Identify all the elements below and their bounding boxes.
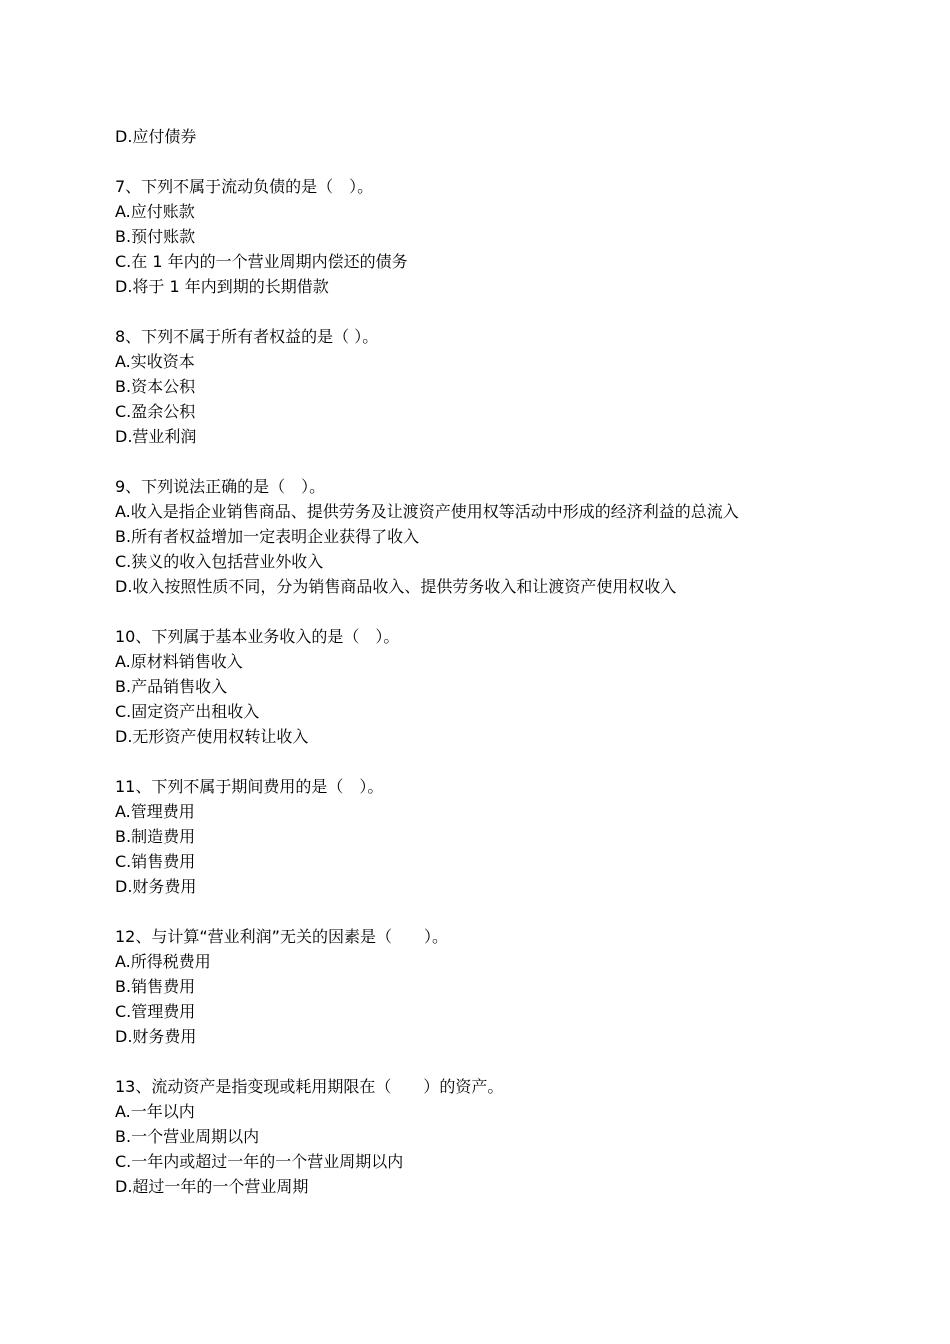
- option-line: A.原材料销售收入: [115, 652, 243, 671]
- option-line: B.所有者权益增加一定表明企业获得了收入: [115, 527, 420, 546]
- option-line: B.销售费用: [115, 977, 196, 996]
- option-line: D.将于 1 年内到期的长期借款: [115, 277, 329, 296]
- option-line: D.财务费用: [115, 1027, 197, 1046]
- spacer: [115, 1049, 895, 1074]
- option-line: B.资本公积: [115, 377, 196, 396]
- option-line: B.一个营业周期以内: [115, 1127, 260, 1146]
- question-stem: 13、流动资产是指变现或耗用期限在（ ）的资产。: [115, 1077, 504, 1096]
- question-stem: 12、与计算“营业利润”无关的因素是（ ）。: [115, 927, 448, 946]
- question-block: [115, 1074, 895, 1199]
- spacer: [115, 899, 895, 924]
- spacer: [115, 599, 895, 624]
- option-line: D.无形资产使用权转让收入: [115, 727, 309, 746]
- option-line: A.收入是指企业销售商品、提供劳务及让渡资产使用权等活动中形成的经济利益的总流入: [115, 502, 739, 521]
- option-line: B.预付账款: [115, 227, 196, 246]
- option-line: A.一年以内: [115, 1102, 195, 1121]
- question-block: [115, 474, 895, 599]
- option-line: C.管理费用: [115, 1002, 196, 1021]
- question-stem: 10、下列属于基本业务收入的是（ ）。: [115, 627, 400, 646]
- question-stem: 7、下列不属于流动负债的是（ ）。: [115, 177, 374, 196]
- option-line: D.应付债券: [115, 127, 197, 146]
- question-list: [115, 124, 895, 1199]
- question-stem: 11、下列不属于期间费用的是（ ）。: [115, 777, 384, 796]
- option-line: A.实收资本: [115, 352, 195, 371]
- option-line: B.制造费用: [115, 827, 196, 846]
- question-block: [115, 624, 895, 749]
- option-line: D.超过一年的一个营业周期: [115, 1177, 309, 1196]
- option-line: B.产品销售收入: [115, 677, 228, 696]
- spacer: [115, 149, 895, 174]
- option-line: C.一年内或超过一年的一个营业周期以内: [115, 1152, 404, 1171]
- option-line: A.应付账款: [115, 202, 195, 221]
- option-line: A.管理费用: [115, 802, 195, 821]
- option-line: C.在 1 年内的一个营业周期内偿还的债务: [115, 252, 408, 271]
- option-line: D.财务费用: [115, 877, 197, 896]
- spacer: [115, 749, 895, 774]
- spacer: [115, 299, 895, 324]
- question-block: [115, 324, 895, 449]
- question-block: [115, 174, 895, 299]
- question-stem: 9、下列说法正确的是（ ）。: [115, 477, 326, 496]
- question-block: [115, 774, 895, 899]
- option-line: D.收入按照性质不同，分为销售商品收入、提供劳务收入和让渡资产使用权收入: [115, 577, 677, 596]
- option-line: C.销售费用: [115, 852, 196, 871]
- option-line: C.狭义的收入包括营业外收入: [115, 552, 324, 571]
- question-block: [115, 924, 895, 1049]
- spacer: [115, 449, 895, 474]
- option-line: C.固定资产出租收入: [115, 702, 260, 721]
- option-line: D.营业利润: [115, 427, 197, 446]
- question-stem: 8、下列不属于所有者权益的是（ ）。: [115, 327, 379, 346]
- option-line: C.盈余公积: [115, 402, 196, 421]
- option-line: A.所得税费用: [115, 952, 211, 971]
